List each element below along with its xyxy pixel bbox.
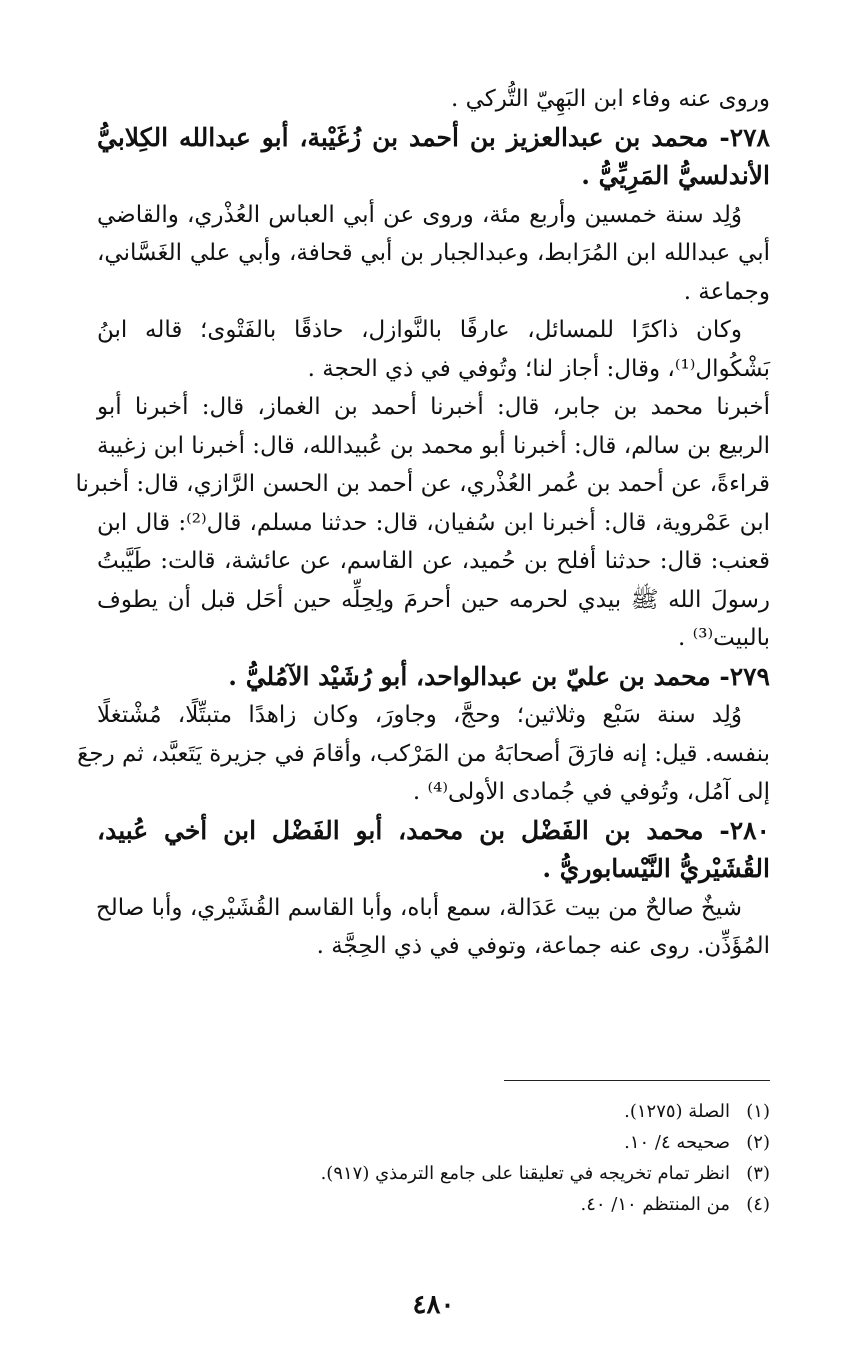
body-text (75, 80, 770, 966)
text-line: شيخٌ صالحٌ من بيت عَدَالة، سمع أباه، وأبا القاسم القُشَيْري، وأبا صالح (95, 894, 742, 921)
text-line: أخبرنا محمد بن جابر، قال: أخبرنا أحمد بن الغماز، قال: أخبرنا أبو (97, 394, 770, 420)
footnote-text: الصلة (١٢٧٥). (624, 1101, 730, 1122)
text-line: بالبيت⁽³⁾ . (677, 625, 770, 651)
footnote-number: (٣) (746, 1163, 770, 1184)
text-line: ابن عَمْروية، قال: أخبرنا ابن سُفيان، قال: حدثنا مسلم، قال⁽²⁾: قال ابن (97, 509, 770, 536)
footnote-divider (504, 1080, 770, 1081)
footnote-number: (١) (746, 1101, 770, 1122)
text-line: وجماعة . (683, 278, 770, 305)
footnote-number: (٢) (746, 1132, 770, 1153)
footnote (97, 1158, 770, 1189)
text-line: وُلِد سنة سَبْع وثلاثين؛ وحجَّ، وجاورَ، وكان زاهدًا متبتِّلًا، مُشْتغلًا (97, 702, 742, 728)
footnote (97, 1189, 770, 1220)
text-line: بنفسه. قيل: إنه فارَقَ أصحابَهُ من المَرْكب، وأقامَ في جزيرة يَتَعبَّد، ثم رجعَ (77, 740, 770, 767)
footnotes (97, 1096, 770, 1220)
text-line: قعنب: قال: حدثنا أفلح بن حُميد، عن القاسم، عن عائشة، قالت: طَيَّبتُ (97, 548, 770, 574)
entry-heading-line: الأندلسيُّ المَرِيِّيُّ . (581, 161, 770, 190)
text-line: وكان ذاكرًا للمسائل، عارفًا بالنَّوازل، حاذقًا بالفَتْوى؛ قاله ابنُ (97, 317, 742, 343)
entry-heading-line: ٢٧٩- محمد بن عليّ بن عبدالواحد، أبو رُشَيْد الآمُليُّ . (228, 661, 770, 691)
text-line: بَشْكُوال⁽¹⁾، وقال: أجاز لنا؛ وتُوفي في ذي الحجة . (307, 355, 770, 382)
entry-heading-line: ٢٨٠- محمد بن الفَضْل بن محمد، أبو الفَضْل ابن أخي عُبيد، (97, 815, 770, 845)
text-line: وروى عنه وفاء ابن البَهِيّ التُّركي . (451, 86, 770, 112)
page-number: ٤٨٠ (412, 1290, 455, 1320)
text-line: أبي عبدالله ابن المُرَابط، وعبدالجبار بن أبي قحافة، وأبي علي الغَسَّاني، (97, 240, 770, 266)
text-line: وُلِد سنة خمسين وأربع مئة، وروى عن أبي العباس العُذْري، والقاضي (97, 201, 742, 228)
footnote-text: من المنتظم ١٠/ ٤٠. (580, 1194, 730, 1215)
text-line: المُؤَذِّن. روى عنه جماعة، وتوفي في ذي الحِجَّة . (316, 933, 770, 959)
footnote (97, 1127, 770, 1158)
text-line: رسولَ الله ﷺ بيدي لحرمه حين أحرمَ ولِحِلِّه حين أحَل قبل أن يطوف (97, 586, 770, 613)
entry-heading-line: القُشَيْريُّ النَّيْسابوريُّ . (542, 854, 770, 883)
text-line: إلى آمُل، وتُوفي في جُمادى الأولى⁽⁴⁾ . (412, 779, 770, 805)
footnote-text: انظر تمام تخريجه في تعليقنا على جامع الترمذي (٩١٧). (320, 1163, 730, 1184)
footnote-text: صحيحه ٤/ ١٠. (624, 1132, 730, 1153)
footnote-number: (٤) (746, 1194, 770, 1215)
footnote (97, 1096, 770, 1127)
text-line: الربيع بن سالم، قال: أخبرنا أبو محمد بن عُبيدالله، قال: أخبرنا ابن زغيبة (97, 432, 770, 459)
text-line: قراءةً، عن أحمد بن عُمر العُذْري، عن أحمد بن الحسن الرَّازي، قال: أخبرنا (75, 471, 770, 497)
entry-heading-line: ٢٧٨- محمد بن عبدالعزيز بن أحمد بن زُغَيْبة، أبو عبدالله الكِلابيُّ (97, 122, 770, 152)
